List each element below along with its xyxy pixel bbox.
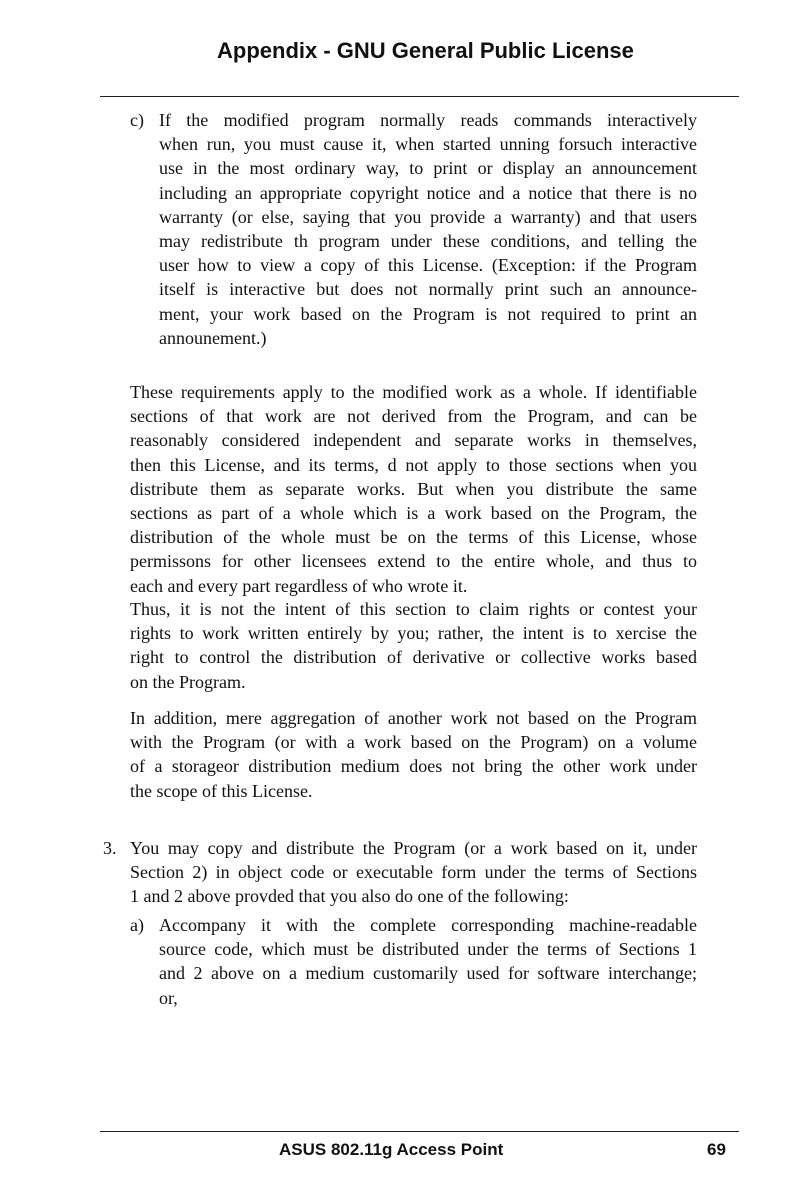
text-line: itself is interactive but does not normally print such an announce- — [159, 279, 697, 300]
text-line: In addition, mere aggregation of another work not based on the Program — [130, 708, 697, 728]
text-line: Section 2) in object code or executable form under the terms of Sections — [130, 862, 697, 883]
text-line: right to control the distribution of derivative or collective works based — [130, 647, 697, 668]
text-line: permissons for other licensees extend to the entire whole, and thus to — [130, 551, 697, 572]
text-line: Accompany it with the complete corresponding machine-readable — [159, 915, 697, 935]
text-line: on the Program. — [130, 671, 246, 692]
text-line: each and every part regardless of who wrote it. — [130, 575, 468, 596]
text-line: user how to view a copy of this License. (Exception: if the Program — [159, 255, 697, 276]
text-line: including an appropriate copyright notice and a notice that there is no — [159, 182, 697, 203]
text-line: of a storageor distribution medium does not bring the other work under — [130, 756, 697, 777]
text-line: Thus, it is not the intent of this section to claim rights or contest your — [130, 599, 697, 619]
list-marker: c) — [130, 110, 144, 130]
text-line: the scope of this License. — [130, 780, 313, 801]
text-line: rights to work written entirely by you; rather, the intent is to xercise the — [130, 623, 697, 644]
text-line: source code, which must be distributed under the terms of Sections 1 — [159, 939, 697, 960]
text-line: distribution of the whole must be on the terms of this License, whose — [130, 527, 697, 548]
text-line: may redistribute th program under these conditions, and telling the — [159, 231, 697, 251]
text-line: If the modified program normally reads commands interactively — [159, 110, 697, 130]
text-line: sections as part of a whole which is a work based on the Program, the — [130, 503, 697, 523]
text-line: use in the most ordinary way, to print or display an announcement — [159, 158, 697, 179]
footer-product-name: ASUS 802.11g Access Point — [279, 1140, 504, 1159]
header-divider — [100, 96, 739, 97]
text-line: announement.) — [159, 327, 267, 348]
text-line: ment, your work based on the Program is not required to print an — [159, 303, 697, 324]
text-line: 1 and 2 above provded that you also do one of the following: — [130, 886, 569, 907]
list-marker: 3. — [103, 838, 117, 858]
text-line: sections of that work are not derived from the Program, and can be — [130, 406, 697, 427]
text-line: reasonably considered independent and separate works in themselves, — [130, 430, 697, 451]
text-line: warranty (or else, saying that you provide a warranty) and that users — [159, 206, 697, 227]
text-line: with the Program (or with a work based on the Program) on a volume — [130, 732, 697, 753]
text-line: distribute them as separate works. But when you distribute the same — [130, 478, 697, 499]
text-line: when run, you must cause it, when started unning forsuch interactive — [159, 134, 697, 155]
footer-divider — [100, 1131, 739, 1132]
text-line: You may copy and distribute the Program (or a work based on it, under — [130, 838, 697, 858]
page-header-title: Appendix - GNU General Public License — [217, 38, 634, 63]
footer-page-number: 69 — [707, 1140, 726, 1159]
text-line: then this License, and its terms, d not apply to those sections when you — [130, 454, 697, 475]
text-line: These requirements apply to the modified work as a whole. If identifiable — [130, 382, 697, 402]
text-line: or, — [159, 987, 178, 1008]
list-marker: a) — [130, 915, 144, 935]
text-line: and 2 above on a medium customarily used for software interchange; — [159, 963, 697, 984]
